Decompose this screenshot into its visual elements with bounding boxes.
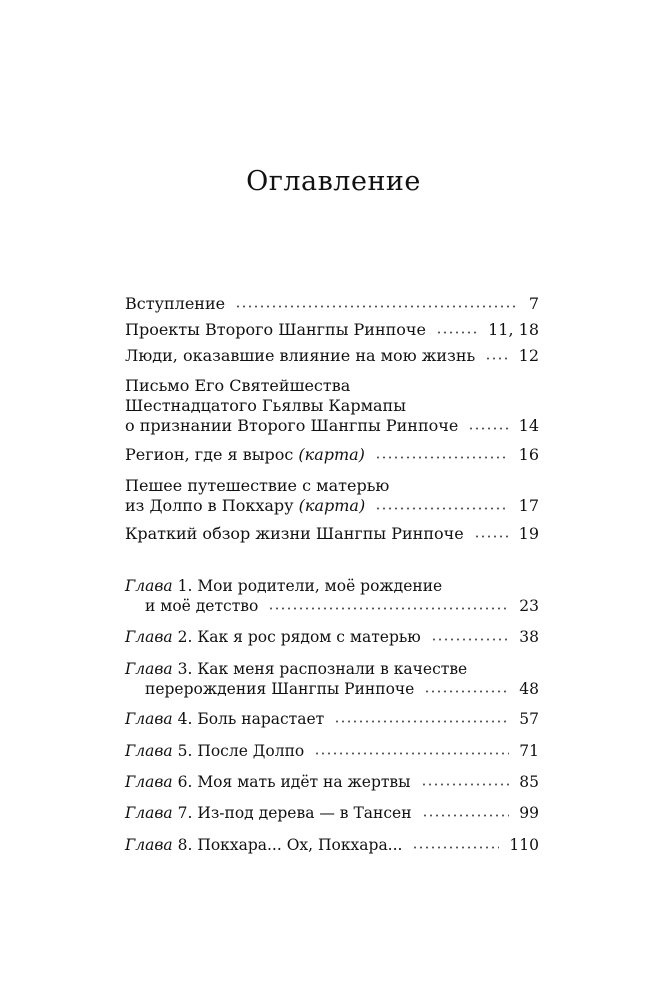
page-number: 48 (519, 680, 539, 698)
chapter-label: Глава (125, 773, 173, 791)
chapter-label: Глава (125, 660, 173, 678)
chapter-label: Глава (125, 804, 173, 822)
chapter-label: Глава (125, 577, 173, 595)
chapter-title: Моя мать идёт на жертвы (197, 773, 411, 791)
toc-chapter-7[interactable] (125, 803, 539, 823)
entry-title: о признании Второго Шангпы Ринпоче (125, 416, 459, 435)
chapter-title: Из-под дерева — в Тансен (197, 804, 412, 822)
chapter-number: 7. (177, 804, 193, 822)
entry-title: Проекты Второго Шангпы Ринпоче (125, 320, 426, 339)
dot-leader (421, 782, 510, 787)
entry-title: Письмо Его Святейшества (125, 376, 351, 395)
toc-entry-projects[interactable] (125, 320, 539, 340)
page-number: 23 (519, 597, 539, 615)
chapter-label: Глава (125, 836, 173, 854)
dot-leader (468, 426, 508, 431)
chapter-title: и моё детство (145, 597, 259, 615)
chapter-number: 8. (177, 836, 193, 854)
dot-leader (436, 330, 478, 335)
map-note: (карта) (298, 445, 365, 464)
entry-title: из Долпо в Покхару (125, 496, 294, 515)
chapter-label: Глава (125, 628, 173, 646)
toc-chapter-2[interactable] (125, 627, 539, 647)
toc-chapter-4[interactable] (125, 709, 539, 729)
page-number: 110 (509, 836, 539, 854)
toc-chapter-5[interactable] (125, 741, 539, 761)
toc-entry-region-map[interactable] (125, 445, 539, 465)
chapter-label: Глава (125, 710, 173, 728)
chapter-title: Мои родители, моё рождение (197, 577, 443, 595)
page-number: 11, 18 (488, 320, 539, 339)
dot-leader (424, 689, 509, 694)
toc-chapter-6[interactable] (125, 772, 539, 792)
entry-title: Краткий обзор жизни Шангпы Ринпоче (125, 524, 464, 543)
map-note: (карта) (298, 496, 366, 515)
chapter-number: 3. (177, 660, 193, 678)
entry-title: Вступление (125, 294, 226, 313)
page-number: 38 (519, 628, 539, 646)
dot-leader (235, 304, 519, 309)
chapter-number: 2. (177, 628, 193, 646)
dot-leader (268, 606, 509, 611)
chapter-number: 5. (177, 742, 193, 760)
entry-title: Люди, оказавшие влияние на мою жизнь (125, 346, 476, 365)
toc-chapter-3[interactable] (125, 659, 539, 699)
dot-leader (431, 637, 509, 642)
dot-leader (412, 845, 499, 850)
toc-chapter-1[interactable] (125, 576, 539, 616)
dot-leader (314, 751, 509, 756)
chapter-number: 1. (177, 577, 193, 595)
dot-leader (375, 506, 508, 511)
page-number: 16 (518, 445, 539, 464)
chapter-label: Глава (125, 742, 173, 760)
page-title: Оглавление (246, 166, 421, 197)
dot-leader (375, 455, 509, 460)
chapter-title: Как я рос рядом с матерью (197, 628, 421, 646)
chapter-title: После Долпо (197, 742, 305, 760)
chapter-title: Как меня распознали в качестве (197, 660, 468, 678)
page-number: 57 (519, 710, 539, 728)
page-number: 71 (519, 742, 539, 760)
entry-title: Шестнадцатого Гьялвы Кармапы (125, 396, 406, 415)
page-number: 12 (518, 346, 539, 365)
page-number: 99 (519, 804, 539, 822)
chapter-title: перерождения Шангпы Ринпоче (145, 680, 415, 698)
dot-leader (422, 813, 510, 818)
toc-entry-letter[interactable] (125, 376, 539, 436)
toc-entry-introduction[interactable] (125, 294, 539, 314)
page-number: 17 (518, 496, 539, 515)
dot-leader (474, 534, 509, 539)
chapter-number: 6. (177, 773, 193, 791)
entry-title: Регион, где я вырос (125, 445, 294, 464)
toc-chapter-8[interactable] (125, 835, 539, 855)
page-number: 14 (518, 416, 539, 435)
dot-leader (334, 719, 509, 724)
entry-title: Пешее путешествие с матерью (125, 476, 390, 495)
page-number: 19 (518, 524, 539, 543)
chapter-title: Боль нарастает (197, 710, 325, 728)
toc-entry-journey-map[interactable] (125, 476, 539, 516)
dot-leader (485, 356, 508, 361)
toc-entry-life-overview[interactable] (125, 524, 539, 544)
page-number: 85 (519, 773, 539, 791)
toc-entry-people[interactable] (125, 346, 539, 366)
page-number: 7 (528, 294, 539, 313)
chapter-number: 4. (177, 710, 193, 728)
chapter-title: Покхара... Ох, Покхара... (197, 836, 403, 854)
